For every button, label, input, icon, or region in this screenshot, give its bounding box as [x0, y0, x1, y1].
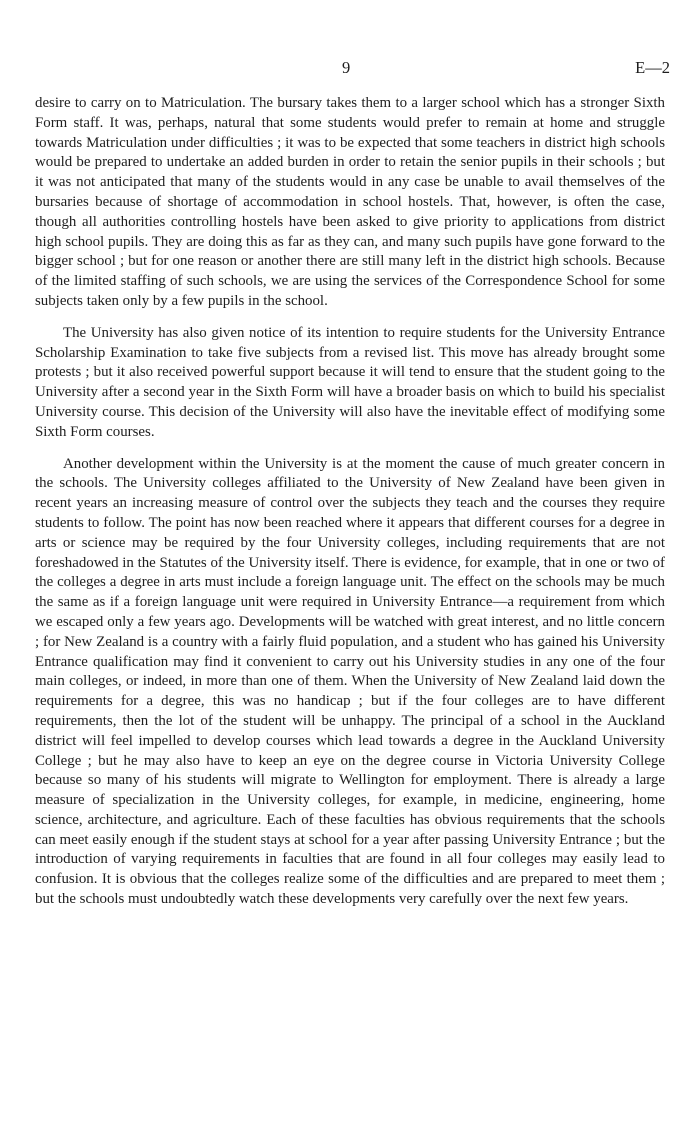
page-header — [0, 58, 700, 78]
paragraph-university-colleges-development: Another development within the University is at the moment the cause of much greater concern in the schools. The University colleges affiliated to the University of New Zealand have been given in recent years an increasing measure of control over the subjects they teach and the courses they require students to follow. The point has now been reached where it appears that different courses for a degree in arts or science may be required by the four University colleges, including requirements that are not foreshadowed in the Statutes of the University itself. There is evidence, for example, that in one or two of the colleges a degree in arts must include a foreign language unit. The effect on the schools may be much the same as if a foreign language unit were required in University Entrance—a requirement from which we escaped only a few years ago. Developments will be watched with great interest, and no little concern ; for New Zealand is a country with a fairly fluid population, and a student who has gained his University Entrance qualification may find it convenient to carry out his University studies in any one of the four main colleges, or indeed, in more than one of them. When the University of New Zealand laid down the requirements for a degree, this was no handicap ; but if the four colleges are to have different requirements, then the lot of the student will be unhappy. The principal of a school in the Auckland district will feel impelled to develop courses which lead towards a degree in the Auckland University College ; but he may also have to keep an eye on the degree course in Victoria University College because so many of his students will migrate to Wellington for employment. There is already a large measure of specialization in the University colleges, for example, in medicine, engineering, home science, architecture, and agriculture. Each of these faculties has obvious requirements that the schools can meet easily enough if the student stays at school for a year after passing University Entrance ; but the introduction of varying requirements in faculties that are found in all four colleges may easily lead to confusion. It is obvious that the colleges realize some of the difficulties and are prepared to meet them ; but the schools must undoubtedly watch these developments very carefully over the next few years. — [35, 455, 665, 908]
paragraph-continued: desire to carry on to Matriculation. The bursary takes them to a larger school which has a stronger Sixth Form staff. It was, perhaps, natural that some students would prefer to remain at home and struggle towards Matriculation under difficulties ; it was to be expected that some teachers in district high schools would be prepared to undertake an added burden in order to retain the senior pupils in their schools ; but it was not anticipated that many of the students would in any case be unable to avail themselves of the bursaries because of shortage of accommodation in school hostels. That, however, is often the case, though all authorities controlling hostels have been asked to give priority to applications from district high school pupils. They are doing this as far as they can, and many such pupils have gone forward to the bigger school ; but for one reason or another there are still many left in the district high schools. Because of the limited staffing of such schools, we are using the services of the Correspondence School for some subjects taken only by a few pupils in the school. — [35, 95, 665, 309]
document-code: E—2 — [635, 58, 670, 77]
body-text — [35, 94, 665, 922]
paragraph-university-entrance-scholarship: The University has also given notice of its intention to require students for the University Entrance Scholarship Examination to take five subjects from a revised list. This move has already brought some protests ; but it also received powerful support because it will tend to ensure that the student going to the University after a second year in the Sixth Form will have a broader basis on which to build his specialist University course. This decision of the University will also have the inevitable effect of modifying some Sixth Form courses. — [35, 324, 665, 440]
page-number: 9 — [342, 58, 351, 77]
